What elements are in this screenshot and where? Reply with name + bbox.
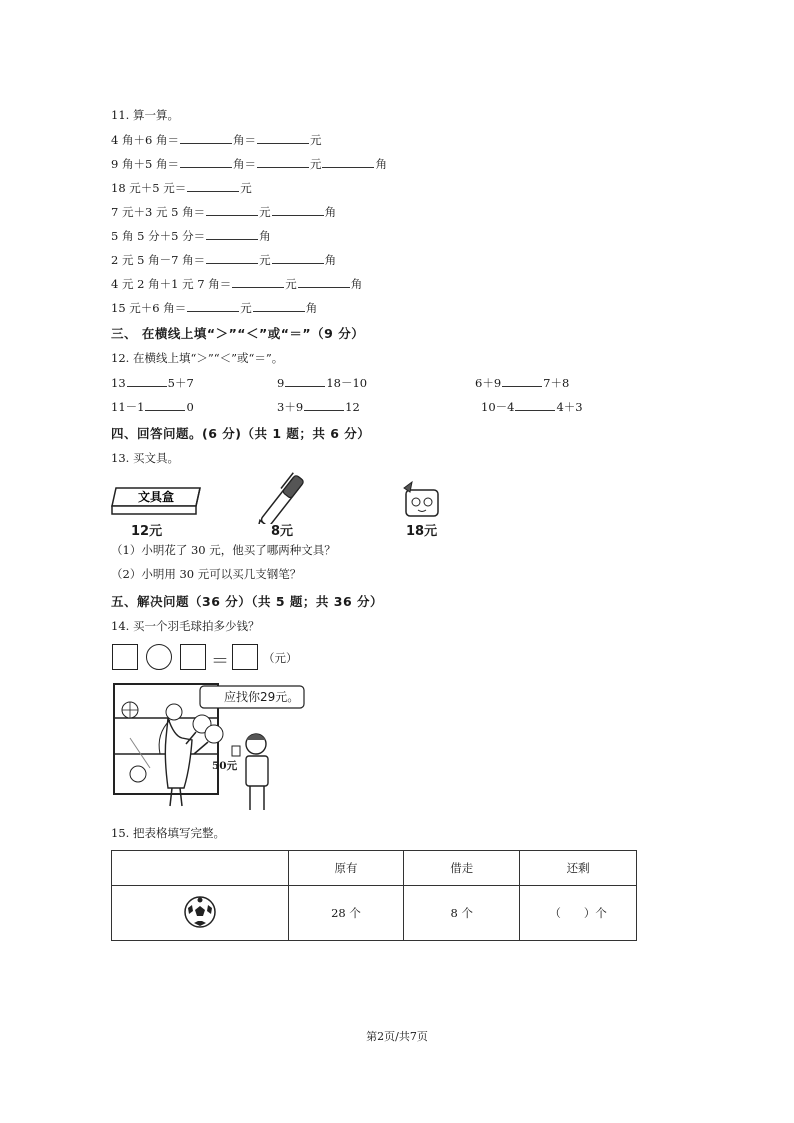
q11-line-3: 18 元＋5 元＝ 元 — [111, 181, 252, 195]
q11-line-2: 9 角＋5 角＝ 角＝ 元 角 — [111, 157, 387, 171]
q14-title: 14. 买一个羽毛球拍多少钱？ — [111, 619, 260, 633]
q11-line-7: 4 元 2 角＋1 元 7 角＝ 元 角 — [111, 277, 363, 291]
q12-title: 12. 在横线上填“＞”“＜”或“＝”。 — [111, 351, 284, 365]
table-header-row — [112, 851, 637, 886]
cell-remaining[interactable]: （ ）个 — [520, 886, 637, 941]
soccer-ball-cell — [112, 886, 289, 941]
table-header-remaining: 还剩 — [520, 851, 637, 886]
equals-sign: ＝ — [211, 651, 229, 672]
q11-line-8: 15 元＋6 角＝ 元 角 — [111, 301, 318, 315]
q13-sub2: （2）小明用 30 元可以买几支钢笔？ — [111, 567, 302, 581]
q13-title: 13. 买文具。 — [111, 451, 179, 465]
compare-item-6: 10－4 4＋3 — [481, 400, 583, 414]
table-row — [112, 886, 637, 941]
compare-item-4: 11－1 0 — [111, 400, 194, 414]
compare-item-1: 13 5＋7 — [111, 376, 194, 390]
sharpener-illustration — [398, 480, 446, 520]
compare-item-2: 9 18－10 — [277, 376, 368, 390]
price-sharpener: 18元 — [406, 524, 438, 539]
operator-circle[interactable] — [146, 644, 172, 670]
compare-item-5: 3＋9 12 — [277, 400, 360, 414]
cell-borrowed: 8 个 — [404, 886, 520, 941]
pencil-box-label: 文具盒 — [137, 490, 175, 504]
section-5-heading: 五、解决问题（36 分）（共 5 题；共 36 分） — [111, 594, 383, 609]
pencil-box-illustration — [108, 484, 204, 520]
table-header-empty — [112, 851, 289, 886]
q15-title: 15. 把表格填写完整。 — [111, 826, 225, 840]
money-label: 50元 — [212, 760, 238, 772]
answer-box-3[interactable] — [232, 644, 258, 670]
q11-line-4: 7 元＋3 元 5 角＝ 元 角 — [111, 205, 337, 219]
q11-line-5: 5 角 5 分＋5 分＝ 角 — [111, 229, 271, 243]
answer-box-1[interactable] — [112, 644, 138, 670]
speech-bubble-text: 应找你29元。 — [224, 690, 300, 704]
q11-title: 11. 算一算。 — [111, 108, 179, 122]
answer-box-2[interactable] — [180, 644, 206, 670]
price-pen: 8元 — [271, 524, 294, 539]
cell-original: 28 个 — [288, 886, 404, 941]
page-footer: 第2页/共7页 — [366, 1030, 428, 1043]
section-3-heading: 三、 在横线上填“＞”“＜”或“＝”（9 分） — [111, 326, 365, 341]
table-header-borrowed: 借走 — [404, 851, 520, 886]
soccer-ball-icon — [182, 894, 218, 930]
pen-illustration — [250, 472, 320, 524]
table-header-original: 原有 — [288, 851, 404, 886]
q13-sub1: （1）小明花了 30 元，他买了哪两种文具？ — [111, 543, 336, 557]
section-4-heading: 四、回答问题。(6 分)（共 1 题；共 6 分） — [111, 426, 371, 441]
unit-label: （元） — [263, 651, 298, 665]
inventory-table — [111, 850, 637, 941]
compare-item-3: 6＋9 7＋8 — [475, 376, 570, 390]
q11-line-1: 4 角＋6 角＝ 角＝ 元 — [111, 133, 322, 147]
price-pencil-box: 12元 — [131, 524, 163, 539]
q11-line-6: 2 元 5 角－7 角＝ 元 角 — [111, 253, 337, 267]
